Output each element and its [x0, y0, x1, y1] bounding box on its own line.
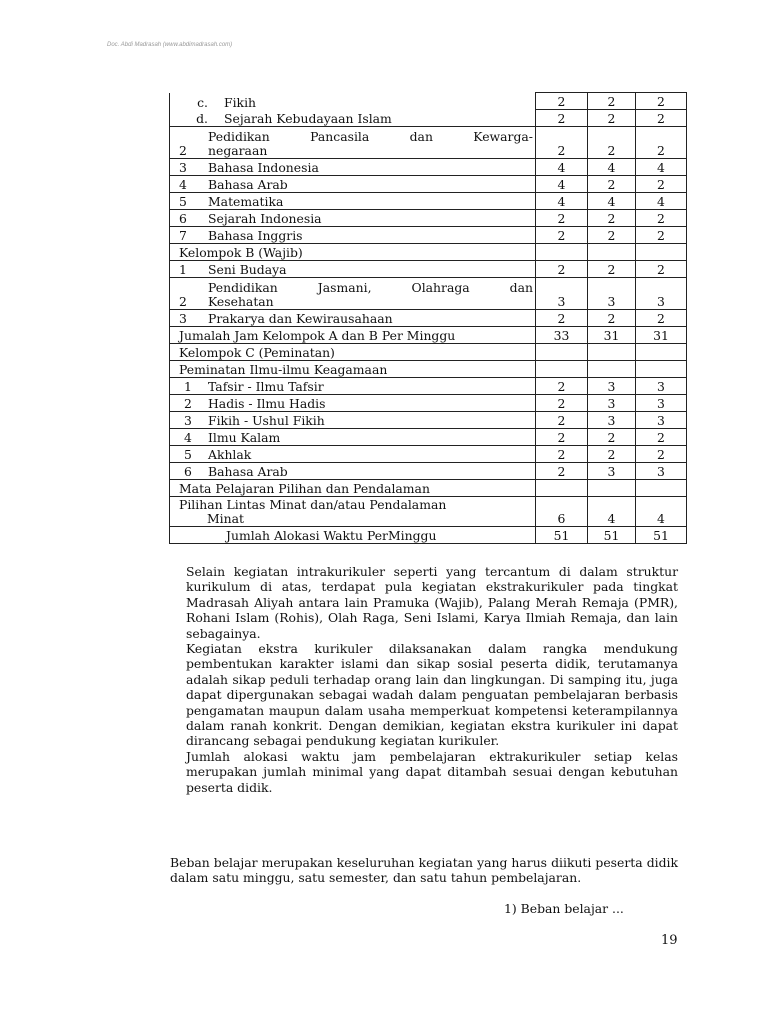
subject-name: Tafsir - Ilmu Tafsir	[208, 379, 324, 394]
hours-cell: 3	[536, 278, 588, 310]
item-number: 5	[179, 194, 187, 209]
table-row	[170, 159, 687, 176]
hours-cell: 2	[636, 429, 687, 446]
subject-cell	[170, 110, 536, 127]
item-number: 4	[179, 177, 187, 192]
table-row	[170, 378, 687, 395]
hours-cell	[536, 244, 588, 261]
hours-cell	[536, 344, 588, 361]
item-letter: d.	[196, 111, 208, 126]
paragraphs-extracurricular	[186, 564, 678, 795]
table-row	[170, 93, 687, 110]
hours-cell	[536, 480, 588, 497]
paragraph-2: Kegiatan ekstra kurikuler dilaksanakan dalam rangka mendukung pembentukan karakter islami dan sikap sosial peserta didik, terutamanya adalah sikap peduli terhadap orang lain dan lingkungan. Di samping itu, juga dapat dipergunakan sebagai wadah dalam penguatan pembelajaran berbasis pengamatan maupun dalam usaha memperkuat kompetensi keterampilannya dalam ranah konkrit. Dengan demikian, kegiatan ekstra kurikuler ini dapat dirancang sebagai pendukung kegiatan kurikuler.	[186, 641, 678, 749]
hours-cell	[588, 361, 636, 378]
table-row	[170, 412, 687, 429]
paragraph-4: Beban belajar merupakan keseluruhan kegiatan yang harus diikuti peserta didik dalam satu minggu, satu semester, dan satu tahun pembelajaran.	[170, 855, 678, 886]
item-number: 7	[179, 228, 187, 243]
hours-cell: 2	[636, 210, 687, 227]
subject-cell	[170, 278, 536, 310]
group-header-cell	[170, 497, 536, 527]
item-number: 2	[184, 396, 192, 411]
table-row	[170, 210, 687, 227]
hours-cell: 2	[636, 310, 687, 327]
subject-name: Bahasa Inggris	[208, 228, 303, 243]
hours-cell: 2	[536, 310, 588, 327]
hours-cell: 4	[536, 193, 588, 210]
hours-cell: 3	[588, 378, 636, 395]
table-row	[170, 176, 687, 193]
subject-cell	[170, 446, 536, 463]
hours-cell: 6	[536, 497, 588, 527]
table-row	[170, 261, 687, 278]
hours-cell	[588, 480, 636, 497]
subject-word: Pendidikan	[208, 280, 278, 295]
hours-cell: 4	[536, 159, 588, 176]
hours-cell: 2	[536, 378, 588, 395]
hours-cell: 2	[536, 110, 588, 127]
item-number: 1	[184, 379, 192, 394]
subject-cell	[170, 395, 536, 412]
hours-cell	[636, 244, 687, 261]
hours-cell: 3	[636, 395, 687, 412]
subject-cell	[170, 261, 536, 278]
hours-cell: 3	[636, 412, 687, 429]
item-letter: c.	[197, 94, 208, 110]
hours-cell: 2	[636, 93, 687, 110]
subject-name-line2: negaraan	[208, 143, 268, 158]
subject-name: Prakarya dan Kewirausahaan	[208, 311, 393, 326]
hours-cell: 2	[536, 261, 588, 278]
hours-cell	[636, 361, 687, 378]
table-row	[170, 480, 687, 497]
subject-name: Akhlak	[208, 447, 252, 462]
hours-cell: 3	[636, 278, 687, 310]
subject-word: Pancasila	[310, 129, 370, 144]
subject-name: Sejarah Kebudayaan Islam	[224, 111, 392, 126]
group-header-cell: Peminatan Ilmu-ilmu Keagamaan	[170, 361, 536, 378]
hours-cell	[536, 361, 588, 378]
hours-cell: 4	[636, 193, 687, 210]
hours-cell: 3	[588, 412, 636, 429]
subject-name: Matematika	[208, 194, 284, 209]
hours-cell: 33	[536, 327, 588, 344]
table-row	[170, 310, 687, 327]
table-row	[170, 361, 687, 378]
header-note: Doc. Abdi Madrasah (www.abdimadrasah.com)	[107, 42, 233, 48]
hours-cell: 2	[588, 227, 636, 244]
page-number: 19	[661, 933, 678, 948]
hours-cell: 2	[588, 261, 636, 278]
paragraph-1: Selain kegiatan intrakurikuler seperti yang tercantum di dalam struktur kurikulum di atas, terdapat pula kegiatan ekstrakurikuler pada tingkat Madrasah Aliyah antara lain Pramuka (Wajib), Palang Merah Remaja (PMR), Rohani Islam (Rohis), Olah Raga, Seni Islami, Karya Ilmiah Remaja, dan lain sebagainya.	[186, 564, 678, 641]
hours-cell: 2	[636, 127, 687, 159]
hours-cell	[636, 480, 687, 497]
hours-cell: 2	[536, 412, 588, 429]
curriculum-table	[169, 92, 687, 544]
subject-name: Fikih	[224, 94, 257, 110]
hours-cell: 2	[588, 127, 636, 159]
hours-cell: 2	[588, 429, 636, 446]
subject-name	[208, 130, 533, 158]
hours-cell: 2	[536, 429, 588, 446]
subject-cell	[170, 429, 536, 446]
item-number: 6	[184, 464, 192, 479]
subject-name: Hadis - Ilmu Hadis	[208, 396, 326, 411]
subject-cell	[170, 176, 536, 193]
table-row	[170, 527, 687, 544]
subject-cell	[170, 378, 536, 395]
subject-word: Pedidikan	[208, 129, 270, 144]
item-number: 6	[179, 211, 187, 226]
subject-word: Olahraga	[411, 280, 470, 295]
hours-cell: 2	[588, 93, 636, 110]
subject-name: Bahasa Indonesia	[208, 160, 319, 175]
item-number: 3	[184, 413, 192, 428]
subject-cell	[170, 463, 536, 480]
hours-cell	[588, 244, 636, 261]
hours-cell: 2	[636, 110, 687, 127]
hours-cell: 4	[588, 159, 636, 176]
subject-name: Bahasa Arab	[208, 177, 288, 192]
hours-cell: 4	[536, 176, 588, 193]
hours-cell: 2	[636, 176, 687, 193]
paragraph-3: Jumlah alokasi waktu jam pembelajaran ektrakurikuler setiap kelas merupakan jumlah minimal yang dapat ditambah sesuai dengan kebutuhan peserta didik.	[186, 748, 678, 795]
table-row	[170, 344, 687, 361]
table-row	[170, 395, 687, 412]
subject-cell	[170, 159, 536, 176]
hours-cell: 51	[636, 527, 687, 544]
table-row	[170, 193, 687, 210]
table-row	[170, 244, 687, 261]
table-row	[170, 497, 687, 527]
item-number: 2	[179, 143, 187, 158]
table-row	[170, 110, 687, 127]
hours-cell: 4	[636, 497, 687, 527]
subject-cell	[170, 310, 536, 327]
hours-cell: 2	[588, 310, 636, 327]
hours-cell: 2	[536, 93, 588, 110]
hours-cell: 2	[536, 463, 588, 480]
hours-cell: 2	[536, 227, 588, 244]
table-row	[170, 127, 687, 159]
continuation-text: 1) Beban belajar ...	[504, 901, 624, 916]
group-header-cell: Jumalah Jam Kelompok A dan B Per Minggu	[170, 327, 536, 344]
subject-word: Kewarga-	[473, 129, 533, 144]
hours-cell: 2	[636, 446, 687, 463]
subject-name: Sejarah Indonesia	[208, 211, 322, 226]
hours-cell: 2	[588, 210, 636, 227]
subject-name: Fikih - Ushul Fikih	[208, 413, 325, 428]
item-number: 1	[179, 262, 187, 277]
hours-cell: 31	[636, 327, 687, 344]
table-row	[170, 429, 687, 446]
table-row	[170, 327, 687, 344]
subject-name: Ilmu Kalam	[208, 430, 281, 445]
subject-cell	[170, 210, 536, 227]
subject-name	[208, 281, 533, 309]
hours-cell: 3	[588, 278, 636, 310]
subject-cell	[170, 227, 536, 244]
hours-cell	[636, 344, 687, 361]
subject-name: Seni Budaya	[208, 262, 287, 277]
hours-cell: 4	[588, 497, 636, 527]
hours-cell: 2	[536, 210, 588, 227]
hours-cell	[588, 344, 636, 361]
hours-cell: 4	[636, 159, 687, 176]
item-number: 3	[179, 311, 187, 326]
total-label-cell: Jumlah Alokasi Waktu PerMinggu	[170, 527, 536, 544]
group-header-cell: Kelompok B (Wajib)	[170, 244, 536, 261]
subject-cell	[170, 93, 536, 110]
item-number: 4	[184, 430, 192, 445]
hours-cell: 2	[636, 227, 687, 244]
item-number: 5	[184, 447, 192, 462]
hours-cell: 3	[636, 378, 687, 395]
header-line1: Pilihan Lintas Minat dan/atau Pendalaman	[179, 497, 447, 512]
subject-word: dan	[409, 129, 433, 144]
hours-cell: 2	[588, 446, 636, 463]
hours-cell: 2	[536, 395, 588, 412]
hours-cell: 2	[588, 110, 636, 127]
table-row	[170, 227, 687, 244]
hours-cell: 2	[588, 176, 636, 193]
hours-cell: 3	[588, 463, 636, 480]
subject-name: Bahasa Arab	[208, 464, 288, 479]
header-line2: Minat	[207, 511, 244, 526]
subject-cell	[170, 412, 536, 429]
hours-cell: 51	[588, 527, 636, 544]
hours-cell: 51	[536, 527, 588, 544]
subject-word: Jasmani,	[317, 280, 372, 295]
item-number: 2	[179, 294, 187, 309]
hours-cell: 2	[536, 446, 588, 463]
hours-cell: 2	[536, 127, 588, 159]
hours-cell: 4	[588, 193, 636, 210]
hours-cell: 2	[636, 261, 687, 278]
group-header-cell: Mata Pelajaran Pilihan dan Pendalaman	[170, 480, 536, 497]
table-row	[170, 278, 687, 310]
hours-cell: 3	[588, 395, 636, 412]
table-row	[170, 446, 687, 463]
item-number: 3	[179, 160, 187, 175]
hours-cell: 31	[588, 327, 636, 344]
table-row	[170, 463, 687, 480]
subject-name-line2: Kesehatan	[208, 294, 274, 309]
subject-word: dan	[509, 280, 533, 295]
group-header-cell: Kelompok C (Peminatan)	[170, 344, 536, 361]
subject-cell	[170, 127, 536, 159]
subject-cell	[170, 193, 536, 210]
hours-cell: 3	[636, 463, 687, 480]
